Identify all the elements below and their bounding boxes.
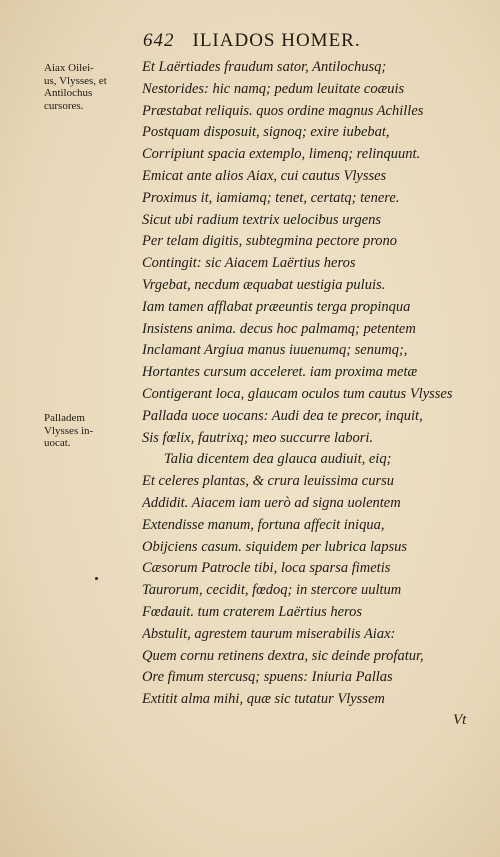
verse-line: Taurorum, cecidit, fœdoq; in stercore uultum [142,582,402,599]
verse-line: Pallada uoce uocans: Audi dea te precor, inquit, [142,407,423,424]
verse-line: Vrgebat, necdum æquabat uestigia puluis. [142,276,386,293]
verse-line: Addidit. Aiacem iam uerò ad signa uolentem [142,494,401,511]
marginal-note-line: Antilochus [44,87,93,99]
verse-line: Sis fœlix, fautrixq; meo succurre labori. [142,429,374,446]
marginal-note-line: cursores. [44,99,84,112]
verse-line: Contingit: sic Aiacem Laërtius heros [142,255,356,272]
marginal-note-line: us, Vlysses, et [44,74,107,87]
catchword: Vt [453,712,467,728]
verse-line: Extendisse manum, fortuna affecit iniqua, [142,516,385,533]
verse-line: Abstulit, agrestem taurum miserabilis Aiax: [142,625,396,642]
marginal-note-line: uocat. [44,437,71,449]
verse-line: Fœdauit. tum craterem Laërtius heros [142,603,363,620]
verse-line: Et celeres plantas, & crura leuissima cursu [142,473,394,490]
verse-line: Emicat ante alios Aiax, cui cautus Vlysses [142,167,387,184]
verse-line: Per telam digitis, subtegmina pectore prono [142,233,398,250]
verse-line: Insistens anima. decus hoc palmamq; petentem [142,320,416,337]
verse-text-block [142,57,487,711]
verse-line: Quem cornu retinens dextra, sic deinde profatur, [142,647,424,664]
verse-line: Obijciens casum. siquidem per lubrica lapsus [142,538,408,555]
verse-line: Contigerant loca, glaucam oculos tum cautus Vlysses [142,385,453,402]
running-header [143,30,473,52]
verse-line: Et Laërtiades fraudum sator, Antilochusq; [142,59,387,75]
verse-line: Hortantes cursum acceleret. iam proxima metæ [142,364,418,381]
verse-line: Extitit alma mihi, quæ sic tutatur Vlyssem [142,691,385,708]
verse-line: Nestorides: hic namq; pedum leuitate coæuis [142,80,405,97]
verse-line: Iam tamen afflabat præeuntis terga propinqua [142,298,411,315]
verse-line: Postquam disposuit, signoq; exire iubebat, [142,124,390,141]
marginal-note-line: Palladem [44,412,85,424]
running-title: ILIADOS HOMER. [192,30,361,51]
verse-line: Inclamant Argiua manus iuuenumq; senumq;, [142,342,408,359]
marginal-note-runners [44,62,142,112]
marginal-note-line: Vlysses in- [44,424,94,437]
verse-line: Præstabat reliquis. quos ordine magnus Achilles [142,102,424,119]
page-number: 642 [143,30,175,51]
verse-line: Corripiunt spacia extemplo, limenq; relinquunt. [142,146,421,163]
verse-line: Proximus it, iamiamq; tenet, certatq; tenere. [142,189,400,206]
marginal-note-pallas [44,412,142,450]
verse-line: Sicut ubi radium textrix uelocibus urgens [142,211,382,228]
ink-speck [95,577,98,580]
verse-line: Cæsorum Patrocle tibi, loca sparsa fimetis [142,560,391,577]
verse-line: Ore fimum stercusq; spuens: Iniuria Pallas [142,669,393,686]
verse-line: Talia dicentem dea glauca audiuit, eiq; [164,451,392,468]
marginal-note-line: Aiax Oilei- [44,62,94,74]
